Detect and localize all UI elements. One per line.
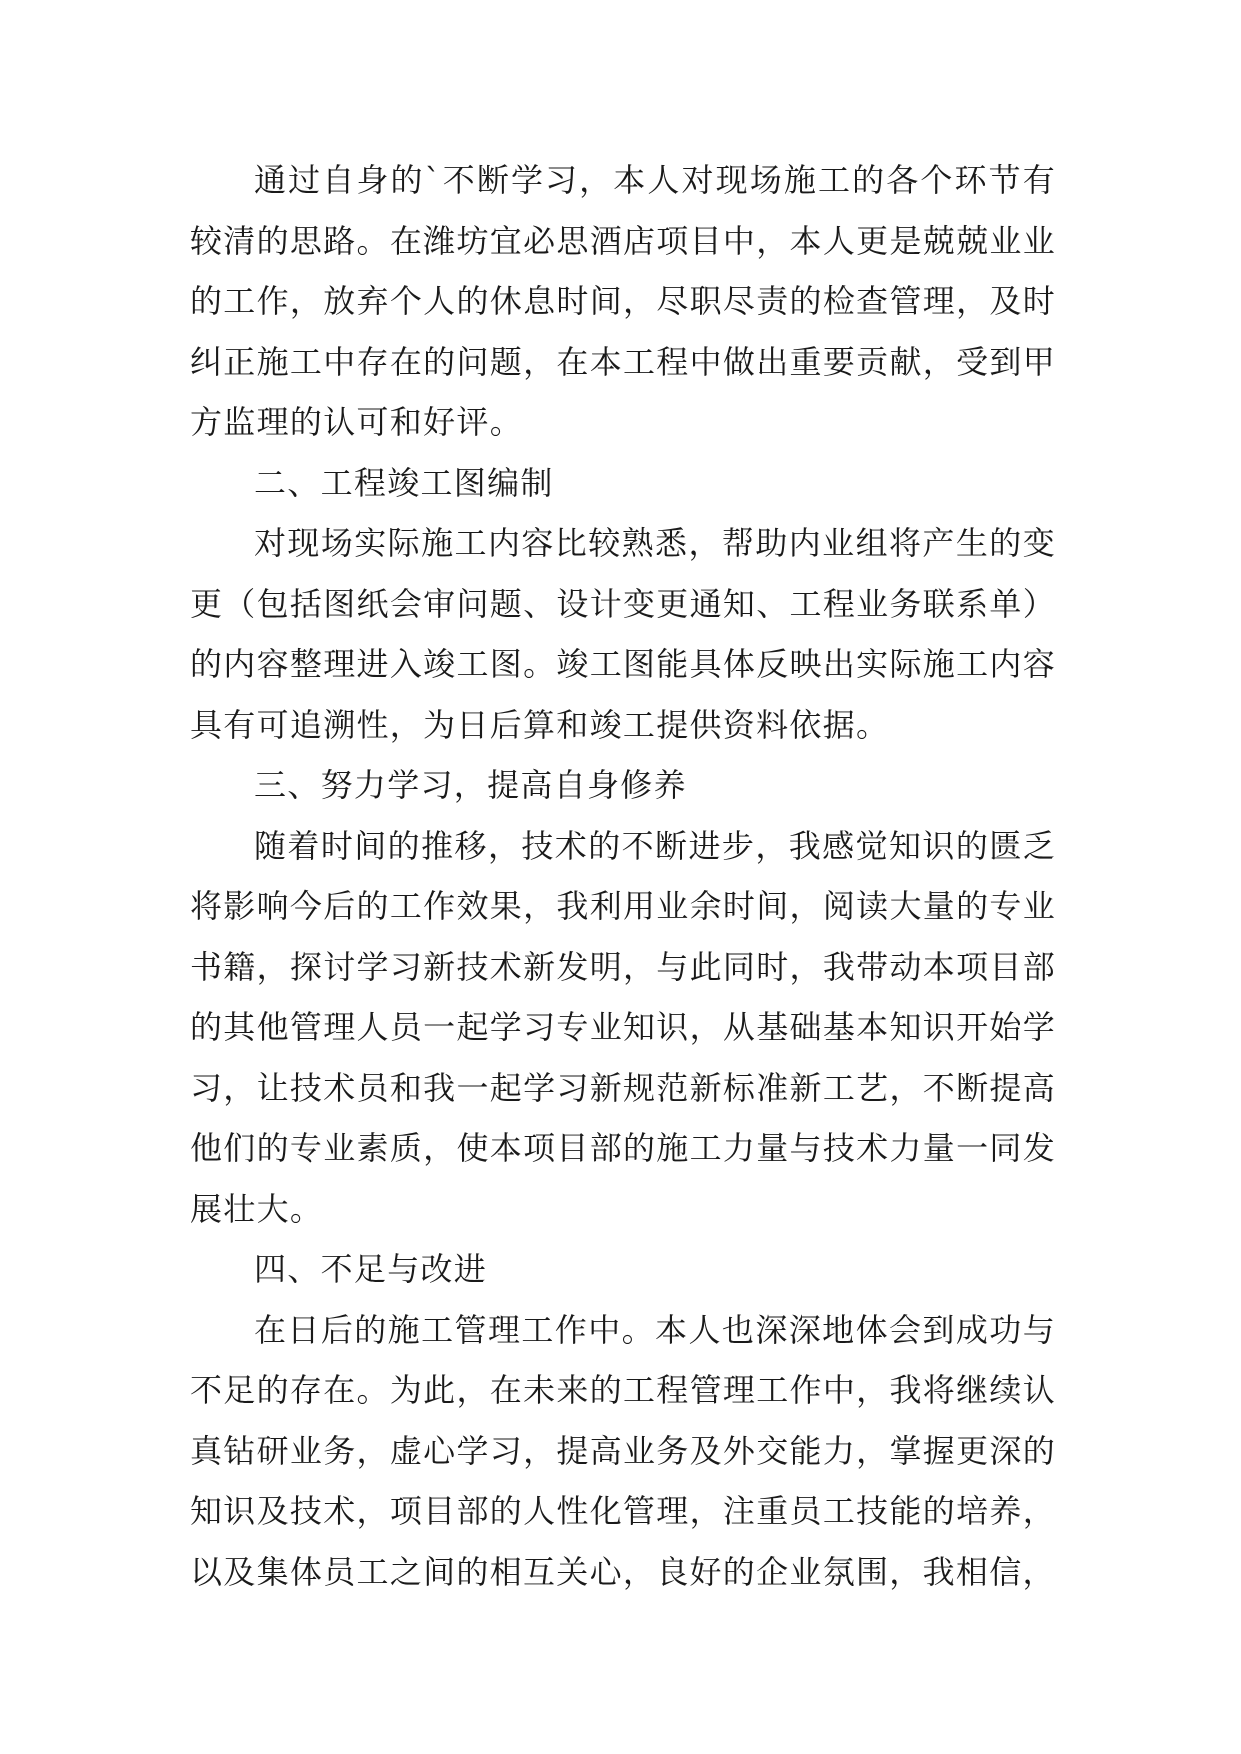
paragraph-study-and-project-work: 通过自身的`不断学习，本人对现场施工的各个环节有较清的思路。在潍坊宜必思酒店项目中，本人更是兢兢业业的工作，放弃个人的休息时间，尽职尽责的检查管理，及时纠正施工中存在的问题，在本工程中做出重要贡献，受到甲方监理的认可和好评。: [190, 161, 1056, 441]
paragraph-as-built-drawings: 对现场实际施工内容比较熟悉，帮助内业组将产生的变更（包括图纸会审问题、设计变更通知、工程业务联系单）的内容整理进入竣工图。竣工图能具体反映出实际施工内容具有可追溯性，为日后算和竣工提供资料依据。: [190, 524, 1056, 744]
heading-section-3: 三、努力学习，提高自身修养: [254, 766, 687, 804]
document-body: [190, 150, 1056, 1602]
heading-section-4: 四、不足与改进: [254, 1250, 488, 1288]
paragraph-shortcomings: 在日后的施工管理工作中。本人也深深地体会到成功与不足的存在。为此，在未来的工程管理工作中，我将继续认真钻研业务，虚心学习，提高业务及外交能力，掌握更深的知识及技术，项目部的人性化管理，注重员工技能的培养，以及集体员工之间的相互关心，良好的企业氛围，我相信，: [190, 1310, 1056, 1591]
heading-section-2: 二、工程竣工图编制: [254, 463, 554, 502]
paragraph-self-improvement: 随着时间的推移，技术的不断进步，我感觉知识的匮乏将影响今后的工作效果，我利用业余时间，阅读大量的专业书籍，探讨学习新技术新发明，与此同时，我带动本项目部的其他管理人员一起学习专业知识，从基础基本知识开始学习，让技术员和我一起学习新规范新标准新工艺，不断提高他们的专业素质，使本项目部的施工力量与技术力量一同发展壮大。: [190, 826, 1056, 1228]
